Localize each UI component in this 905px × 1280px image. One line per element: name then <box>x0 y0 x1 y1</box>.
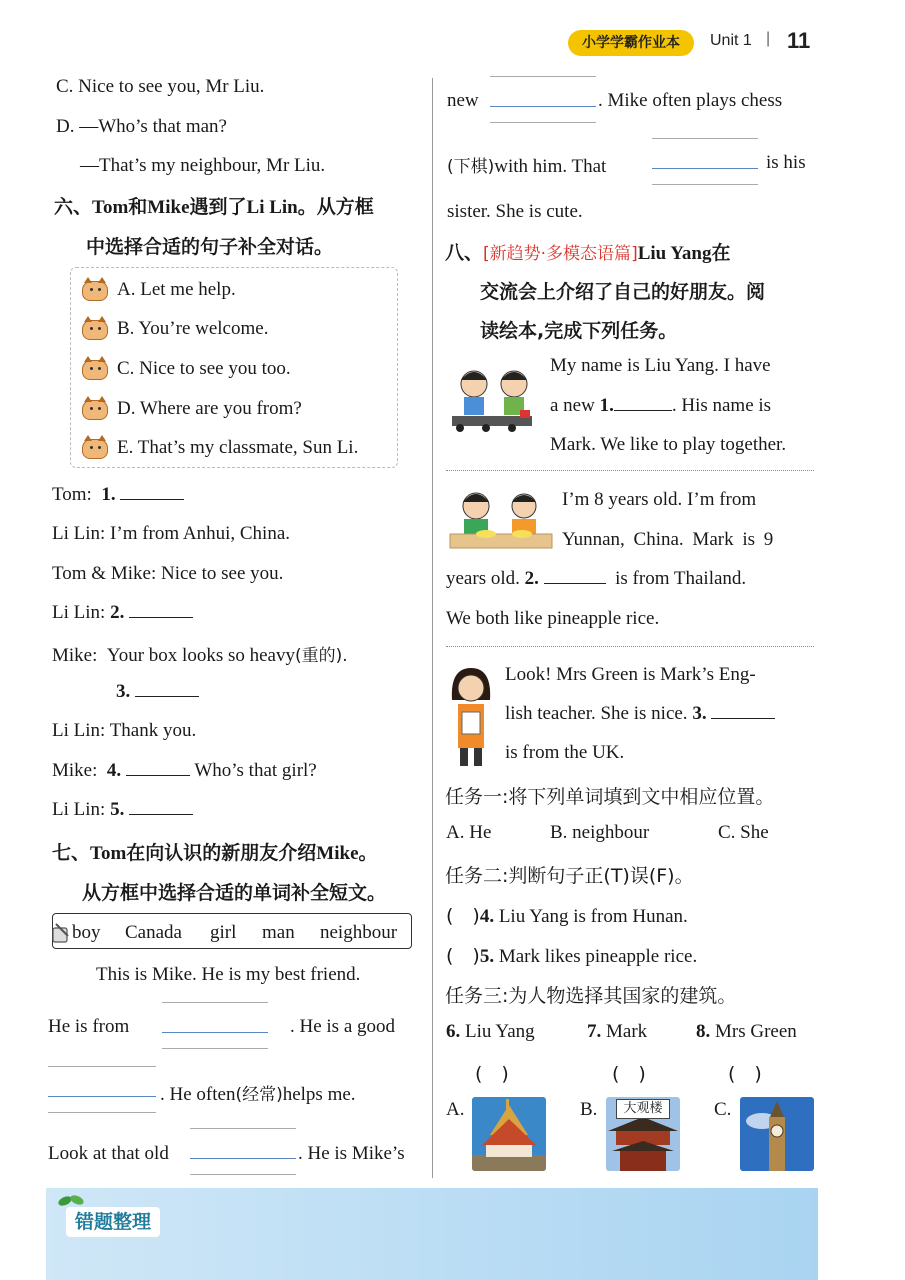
passage-line-1: This is Mike. He is my best friend. <box>96 964 361 985</box>
writing-guide <box>652 138 758 139</box>
dialogue-line-4: Li Lin: 2. <box>52 602 193 624</box>
passage-line-5a: new <box>447 90 479 111</box>
task-1-option-c: C. She <box>718 822 769 843</box>
cat-icon <box>82 360 108 380</box>
answer-paren-7[interactable]: ( ) <box>612 1063 646 1085</box>
writing-guide <box>190 1174 296 1175</box>
picture-label-a: A. <box>446 1099 465 1120</box>
dialogue-line-6: 3. <box>116 681 199 703</box>
passage-line-7: sister. She is cute. <box>447 201 583 222</box>
picture-book-2-line-3: years old. 2. is from Thailand. <box>446 568 747 589</box>
passage-line-6: (下棋)with him. That <box>447 156 607 177</box>
writing-guide <box>48 1066 156 1067</box>
answer-paren-4[interactable]: ( ) <box>446 905 480 927</box>
task-3-person-6: 6. Liu Yang <box>446 1021 535 1042</box>
panel-separator <box>446 646 814 647</box>
option-e: E. That’s my classmate, Sun Li. <box>117 437 359 458</box>
cat-icon <box>82 439 108 459</box>
writing-guide <box>162 1048 268 1049</box>
page-number: 11 <box>787 28 811 53</box>
option-d: D. Where are you from? <box>117 398 302 419</box>
picture-label-b: B. <box>580 1099 598 1120</box>
cat-icon <box>82 400 108 420</box>
dialogue-line-8: Mike: 4. Who’s that girl? <box>52 760 317 781</box>
task-1-option-b: B. neighbour <box>550 822 650 843</box>
picture-book-1-line-1: My name is Liu Yang. I have <box>550 355 771 376</box>
panel-separator <box>446 470 814 471</box>
answer-blank-4[interactable] <box>126 775 190 776</box>
cat-icon <box>82 320 108 340</box>
passage-blank-4[interactable] <box>490 106 596 107</box>
daguanlou-photo <box>606 1097 680 1171</box>
picture-book-2-line-1: I’m 8 years old. I’m from <box>562 489 757 510</box>
option-d-line2: —That’s my neighbour, Mr Liu. <box>80 155 326 176</box>
error-notes-title: 错题整理 <box>66 1207 160 1237</box>
word-canada: Canada <box>125 922 182 943</box>
section-6-heading: 六、Tom和Mike遇到了Li Lin。从方框 <box>54 196 374 218</box>
writing-guide <box>490 76 596 77</box>
picture-book-1-line-3: Mark. We like to play together. <box>550 434 787 455</box>
task-1-heading: 任务一:将下列单词填到文中相应位置。 <box>445 786 775 808</box>
dialogue-line-9: Li Lin: 5. <box>52 799 193 821</box>
book-badge: 小学学霸作业本 <box>568 30 694 56</box>
passage-line-2a: He is from <box>48 1016 130 1037</box>
word-girl: girl <box>210 922 237 943</box>
dialogue-line-7: Li Lin: Thank you. <box>52 720 197 741</box>
answer-blank-b2[interactable] <box>544 583 606 584</box>
section-6-heading-line2: 中选择合适的句子补全对话。 <box>86 236 334 258</box>
writing-guide <box>652 184 758 185</box>
task-1-option-a: A. He <box>446 822 492 843</box>
dialogue-line-1: Tom: 1. <box>52 484 184 506</box>
picture-book-2-line-2: Yunnan, China. Mark is 9 <box>562 529 774 550</box>
section-8-heading: 八、[新趋势·多模态语篇]Liu Yang在 <box>445 242 731 264</box>
teacher-illustration <box>446 664 496 768</box>
header-separator: | <box>766 30 771 47</box>
answer-blank-b3[interactable] <box>711 718 775 719</box>
answer-paren-5[interactable]: ( ) <box>446 945 480 967</box>
daguanlou-sign: 大观楼 <box>616 1099 670 1119</box>
cat-icon <box>82 281 108 301</box>
big-ben-photo <box>740 1097 814 1171</box>
task-3-person-7: 7. Mark <box>587 1021 648 1042</box>
passage-line-5b: . Mike often plays chess <box>598 90 783 111</box>
dialogue-line-3: Tom & Mike: Nice to see you. <box>52 563 284 584</box>
section-7-heading-line2: 从方框中选择合适的单词补全短文。 <box>82 882 387 904</box>
task-3-person-8: 8. Mrs Green <box>696 1021 797 1042</box>
task-3-heading: 任务三:为人物选择其国家的建筑。 <box>445 985 737 1007</box>
option-b: B. You’re welcome. <box>117 318 269 339</box>
passage-line-4a: Look at that old <box>48 1143 169 1164</box>
answer-blank-b1[interactable] <box>614 410 672 411</box>
answer-paren-6[interactable]: ( ) <box>475 1063 509 1085</box>
task-2-item-4: ( )4. Liu Yang is from Hunan. <box>446 905 688 927</box>
answer-blank-1[interactable] <box>120 499 184 500</box>
error-notes-panel <box>46 1188 818 1280</box>
boys-playing-train-illustration <box>446 362 542 434</box>
answer-blank-3[interactable] <box>135 696 199 697</box>
section-7-heading: 七、Tom在向认识的新朋友介绍Mike。 <box>52 842 378 864</box>
word-neighbour: neighbour <box>320 922 398 943</box>
dialogue-line-5: Mike: Your box looks so heavy(重的). <box>52 645 348 666</box>
answer-blank-5[interactable] <box>129 814 193 815</box>
dialogue-line-2: Li Lin: I’m from Anhui, China. <box>52 523 291 544</box>
passage-blank-5[interactable] <box>652 168 758 169</box>
picture-label-c: C. <box>714 1099 732 1120</box>
answer-paren-8[interactable]: ( ) <box>728 1063 762 1085</box>
option-c: C. Nice to see you too. <box>117 358 291 379</box>
thai-temple-photo <box>472 1097 546 1171</box>
passage-line-4b: . He is Mike’s <box>298 1143 405 1164</box>
picture-book-3-line-2: lish teacher. She is nice. 3. <box>505 703 775 725</box>
task-2-item-5: ( )5. Mark likes pineapple rice. <box>446 945 698 967</box>
word-man: man <box>262 922 295 943</box>
section-8-heading-line3: 读绘本,完成下列任务。 <box>480 320 678 342</box>
writing-guide <box>48 1112 156 1113</box>
passage-line-3: . He often(经常)helps me. <box>160 1084 356 1105</box>
writing-guide <box>490 122 596 123</box>
option-c-line: C. Nice to see you, Mr Liu. <box>56 76 265 97</box>
column-divider <box>432 78 433 1178</box>
option-a: A. Let me help. <box>117 279 236 300</box>
answer-blank-2[interactable] <box>129 617 193 618</box>
option-d-line1: D. —Who’s that man? <box>56 116 227 137</box>
passage-blank-1[interactable] <box>162 1032 268 1033</box>
picture-book-1-line-2: a new 1. . His name is <box>550 395 772 416</box>
boys-eating-illustration <box>446 486 556 552</box>
passage-line-6b: is his <box>766 152 806 173</box>
leaf-icon <box>56 1192 86 1208</box>
unit-label: Unit 1 <box>710 32 752 49</box>
picture-book-3-line-3: is from the UK. <box>505 742 625 763</box>
task-2-heading: 任务二:判断句子正(T)误(F)。 <box>445 865 694 887</box>
writing-guide <box>162 1002 268 1003</box>
picture-book-2-line-4: We both like pineapple rice. <box>446 608 660 629</box>
passage-blank-2[interactable] <box>48 1096 156 1097</box>
pencil-icon <box>48 920 72 946</box>
word-boy: boy <box>72 922 101 943</box>
writing-guide <box>190 1128 296 1129</box>
picture-book-3-line-1: Look! Mrs Green is Mark’s Eng- <box>505 664 756 685</box>
passage-blank-3[interactable] <box>190 1158 296 1159</box>
section-8-heading-line2: 交流会上介绍了自己的好朋友。阅 <box>480 281 766 303</box>
passage-line-2b: . He is a good <box>290 1016 396 1037</box>
